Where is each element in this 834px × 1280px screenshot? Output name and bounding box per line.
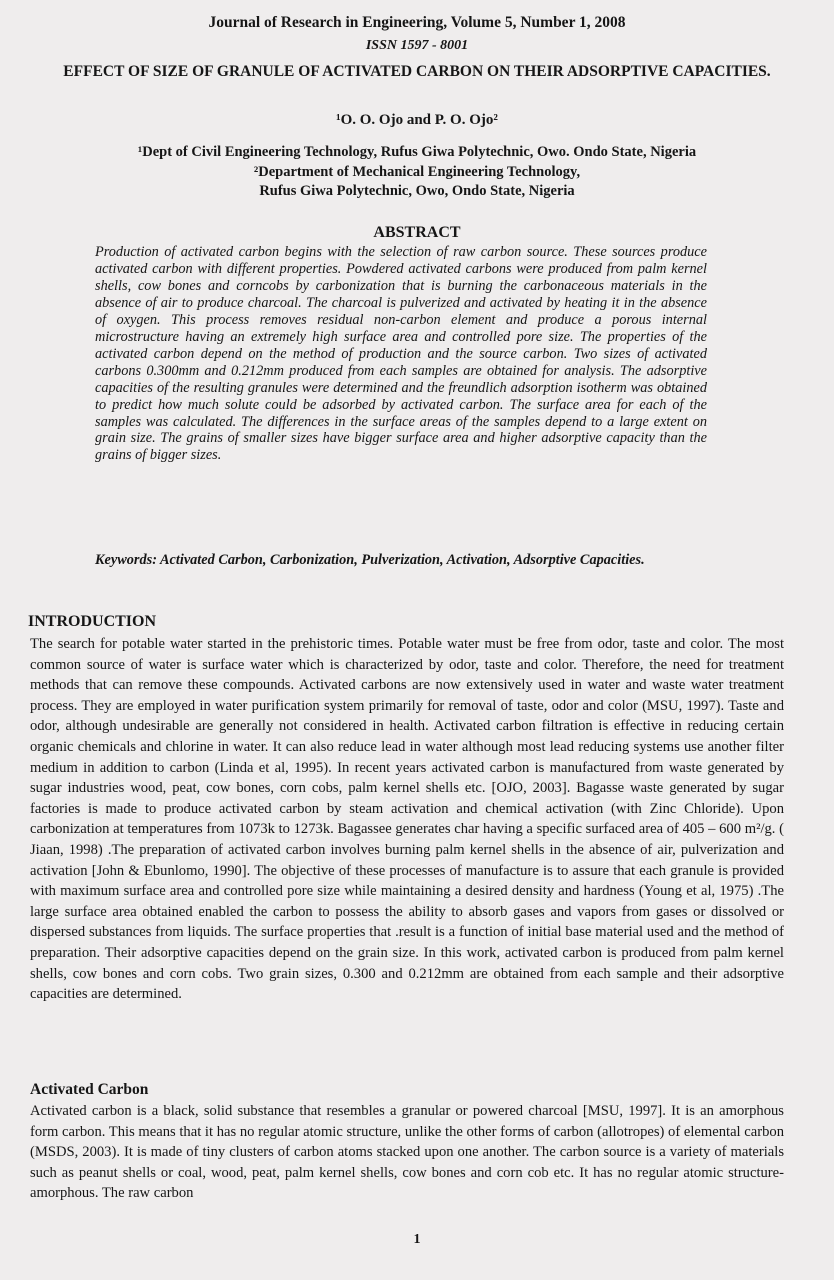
keywords: Keywords: Activated Carbon, Carbonization, Pulverization, Activation, Adsorptive Capacities. <box>95 552 645 568</box>
introduction-text: The search for potable water started in the prehistoric times. Potable water must be free from odor, taste and color. The most common source of water is surface water which is characterized by odor, taste and color. Therefore, the need for treatment methods that can remove these compounds. Activated carbons are now extensively used in water and waste water treatment process. They are employed in water purification system primarily for removal of taste, odor and color (MSU, 1997). Taste and odor, although undesirable are generally not considered in health. Activated carbon filtration is effective in reducing certain organic chemicals and chlorine in water. It can also reduce lead in water although most lead reducing systems use another filter medium in addition to carbon (Linda et al, 1995). In recent years activated carbon is manufactured from waste generated by sugar industries wood, peat, cow bones, corn cobs, palm kernel shells etc. [OJO, 2003]. Bagasse waste generated by sugar factories is made to produce activated carbon by steam activation and chemical activation (with Zinc Chloride). Upon carbonization at temperatures from 1073k to 1273k. Bagassee generates char having a specific surfaced area of 405 – 600 m²/g. ( Jiaan, 1998) .The preparation of activated carbon involves burning palm kernel shells in the absence of air, pulverization and activation [John & Ebunlomo, 1990]. The objective of these processes of manufacture is to assure that each granule is provided with maximum surface area and controlled pore size while maintaining a desired density and hardness (Young et al, 1975) .The large surface area obtained enabled the carbon to possess the ability to absorb gases and vapors from gases or dissolved or dispersed substances from liquids. The surface properties that .result is a function of initial base material used and the method of preparation. Their adsorptive capacities depend on the grain size. In this work, activated carbon is produced from palm kernel shells, cow bones and corn cobs. Two grain sizes, 0.300 and 0.212mm are obtained from each sample and their adsorptive capacities are determined. <box>30 636 784 1003</box>
affiliation-3: Rufus Giwa Polytechnic, Owo, Ondo State, Nigeria <box>259 183 575 199</box>
authors: ¹O. O. Ojo and P. O. Ojo² <box>336 112 498 128</box>
introduction-heading: INTRODUCTION <box>28 613 157 630</box>
affiliation-2: ²Department of Mechanical Engineering Technology, <box>253 164 581 180</box>
page-number: 1 <box>413 1232 421 1247</box>
issn: ISSN 1597 - 8001 <box>365 38 469 53</box>
activated-carbon-heading: Activated Carbon <box>30 1081 149 1098</box>
paper-title: EFFECT OF SIZE OF GRANULE OF ACTIVATED CARBON ON THEIR ADSORPTIVE CAPACITIES. <box>63 63 771 80</box>
affiliation-1: ¹Dept of Civil Engineering Technology, Rufus Giwa Polytechnic, Owo. Ondo State, Nigeria <box>137 144 697 160</box>
activated-carbon-text: Activated carbon is a black, solid substance that resembles a granular or powered charcoal [MSU, 1997]. It is an amorphous form carbon. This means that it has no regular atomic structure, unlike the other forms of carbon (allotropes) of elemental carbon (MSDS, 2003). It is made of tiny clusters of carbon atoms stacked upon one another. The carbon source is a variety of materials such as peanut shells or coal, wood, peat, palm kernel shells, cow bones and corn cob etc. It has no regular atomic structure-amorphous. The raw carbon <box>30 1103 784 1202</box>
abstract-heading: ABSTRACT <box>373 224 461 241</box>
journal-header: Journal of Research in Engineering, Volume 5, Number 1, 2008 <box>208 14 626 31</box>
abstract-text: Production of activated carbon begins with the selection of raw carbon source. These sources produce activated carbon with different properties. Powdered activated carbons were produced from palm kernel shells, cow bones and corncobs by carbonization that is burning the carbonaceous materials in the absence of air to produce charcoal. The charcoal is pulverized and activated by heating it in the absence of oxygen. This process removes residual non-carbon element and produce a porous internal microstructure having an extremely high surface area and controlled pore size. The properties of the activated carbon depend on the method of production and the source carbon. Two sizes of activated carbons 0.300mm and 0.212mm produced from each samples are obtained for analysis. The adsorptive capacities of the resulting granules were determined and the freundlich adsorption isotherm was obtained to predict how much solute could be adsorbed by activated carbon. The surface area for each of the samples was calculated. The differences in the surface areas of the samples depend to a large extent on grain size. The grains of smaller sizes have bigger surface area and higher adsorptive capacity than the grains of bigger sizes. <box>95 244 707 464</box>
